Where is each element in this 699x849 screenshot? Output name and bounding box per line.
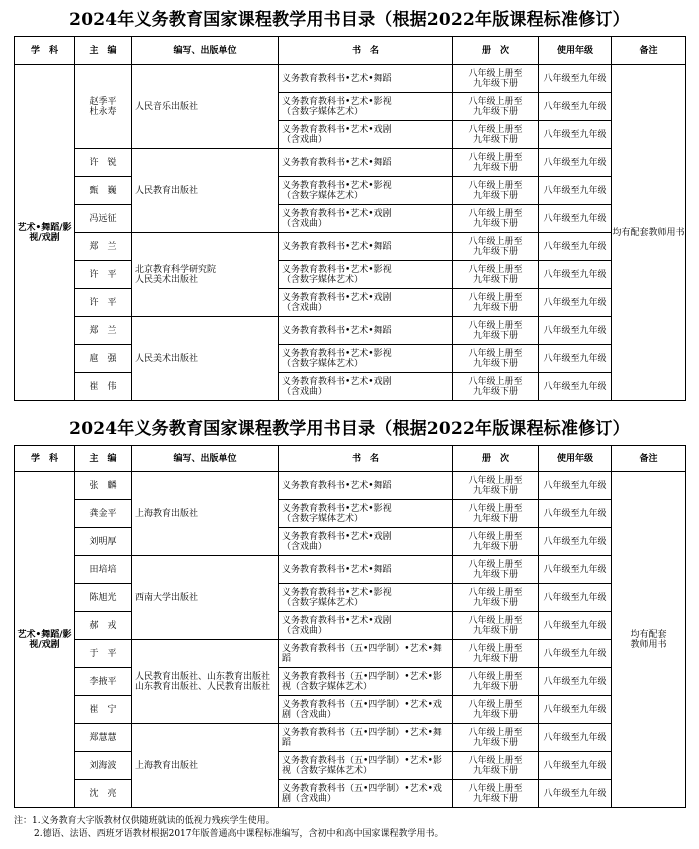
grade-cell: 八年级至九年级 (539, 93, 612, 121)
publisher-cell: 人民教育出版社 (132, 149, 279, 233)
subject-cell: 艺术•舞蹈/影视/戏剧 (15, 65, 75, 401)
publisher-cell: 上海教育出版社 (132, 724, 279, 808)
volume-cell: 八年级上册至 九年级下册 (453, 780, 539, 808)
grade-cell: 八年级至九年级 (539, 317, 612, 345)
subject-cell: 艺术•舞蹈/影视/戏剧 (15, 472, 75, 808)
header-editor: 主 编 (75, 37, 132, 65)
grade-cell: 八年级至九年级 (539, 584, 612, 612)
grade-cell: 八年级至九年级 (539, 668, 612, 696)
header-publisher: 编写、出版单位 (132, 37, 279, 65)
editor-cell: 张 麟 (75, 472, 132, 500)
volume-cell: 八年级上册至 九年级下册 (453, 93, 539, 121)
header-publisher: 编写、出版单位 (132, 446, 279, 472)
catalog-table-1 (14, 36, 686, 401)
table-row (15, 612, 686, 640)
note-cell: 均有配套 教师用书 (612, 472, 686, 808)
publisher-cell: 西南大学出版社 (132, 556, 279, 640)
book-title-cell: 义务教育教科书•艺术•影视 （含数字媒体艺术） (279, 584, 453, 612)
table-row (15, 177, 686, 205)
header-subject: 学 科 (15, 37, 75, 65)
catalog-table-2 (14, 445, 686, 808)
header-editor: 主 编 (75, 446, 132, 472)
volume-cell: 八年级上册至 九年级下册 (453, 317, 539, 345)
book-title-cell: 义务教育教科书•艺术•影视 （含数字媒体艺术） (279, 345, 453, 373)
table-row (15, 752, 686, 780)
grade-cell: 八年级至九年级 (539, 373, 612, 401)
book-title-cell: 义务教育教科书•艺术•影视 （含数字媒体艺术） (279, 93, 453, 121)
grade-cell: 八年级至九年级 (539, 233, 612, 261)
volume-cell: 八年级上册至 九年级下册 (453, 640, 539, 668)
book-title-cell: 义务教育教科书•艺术•戏剧 （含戏曲） (279, 121, 453, 149)
volume-cell: 八年级上册至 九年级下册 (453, 121, 539, 149)
book-title-cell: 义务教育教科书•艺术•戏剧 （含戏曲） (279, 205, 453, 233)
header-note: 备注 (612, 446, 686, 472)
volume-cell: 八年级上册至 九年级下册 (453, 668, 539, 696)
volume-cell: 八年级上册至 九年级下册 (453, 612, 539, 640)
grade-cell: 八年级至九年级 (539, 724, 612, 752)
table-row (15, 668, 686, 696)
book-title-cell: 义务教育教科书•艺术•舞蹈 (279, 472, 453, 500)
publisher-cell: 人民美术出版社 (132, 317, 279, 401)
editor-cell: 刘海波 (75, 752, 132, 780)
editor-cell: 扈 强 (75, 345, 132, 373)
publisher-cell: 人民音乐出版社 (132, 65, 279, 149)
footnote-1: 注：1.义务教育大字版教材仅供随班就读的低视力残疾学生使用。 (14, 816, 275, 826)
table-row (15, 640, 686, 668)
header-subject: 学 科 (15, 446, 75, 472)
grade-cell: 八年级至九年级 (539, 528, 612, 556)
table-row (15, 65, 686, 93)
header-note: 备注 (612, 37, 686, 65)
editor-cell: 龚金平 (75, 500, 132, 528)
grade-cell: 八年级至九年级 (539, 65, 612, 93)
editor-cell: 陈旭光 (75, 584, 132, 612)
editor-cell: 崔 宁 (75, 696, 132, 724)
footnote-2: 2.德语、法语、西班牙语教材根据2017年版普通高中课程标准编写，含初中和高中国家课程教学用书。 (34, 829, 444, 839)
volume-cell: 八年级上册至 九年级下册 (453, 177, 539, 205)
page-title-2: 2024年义务教育国家课程教学用书目录（根据2022年版课程标准修订） (69, 419, 630, 439)
page-title-1: 2024年义务教育国家课程教学用书目录（根据2022年版课程标准修订） (69, 10, 630, 30)
grade-cell: 八年级至九年级 (539, 752, 612, 780)
book-title-cell: 义务教育教科书•艺术•戏剧 （含戏曲） (279, 373, 453, 401)
editor-cell: 于 平 (75, 640, 132, 668)
volume-cell: 八年级上册至 九年级下册 (453, 752, 539, 780)
editor-cell: 许 平 (75, 289, 132, 317)
grade-cell: 八年级至九年级 (539, 780, 612, 808)
editor-cell: 郑 兰 (75, 317, 132, 345)
book-title-cell: 义务教育教科书•艺术•戏剧 （含戏曲） (279, 528, 453, 556)
volume-cell: 八年级上册至 九年级下册 (453, 528, 539, 556)
table-row (15, 780, 686, 808)
volume-cell: 八年级上册至 九年级下册 (453, 233, 539, 261)
editor-cell: 刘明厚 (75, 528, 132, 556)
editor-cell: 许 平 (75, 261, 132, 289)
book-title-cell: 义务教育教科书•艺术•舞蹈 (279, 65, 453, 93)
editor-cell: 许 锐 (75, 149, 132, 177)
publisher-cell: 上海教育出版社 (132, 472, 279, 556)
grade-cell: 八年级至九年级 (539, 149, 612, 177)
editor-cell: 李掖平 (75, 668, 132, 696)
grade-cell: 八年级至九年级 (539, 121, 612, 149)
book-title-cell: 义务教育教科书•艺术•舞蹈 (279, 317, 453, 345)
table-row (15, 233, 686, 261)
volume-cell: 八年级上册至 九年级下册 (453, 65, 539, 93)
volume-cell: 八年级上册至 九年级下册 (453, 149, 539, 177)
book-title-cell: 义务教育教科书（五•四学制）•艺术•影 视（含数字媒体艺术） (279, 752, 453, 780)
table-row (15, 472, 686, 500)
editor-cell: 沈 亮 (75, 780, 132, 808)
header-grade: 使用年级 (539, 37, 612, 65)
volume-cell: 八年级上册至 九年级下册 (453, 556, 539, 584)
editor-cell: 崔 伟 (75, 373, 132, 401)
table-row (15, 696, 686, 724)
volume-cell: 八年级上册至 九年级下册 (453, 205, 539, 233)
header-book: 书 名 (279, 446, 453, 472)
book-title-cell: 义务教育教科书•艺术•舞蹈 (279, 149, 453, 177)
grade-cell: 八年级至九年级 (539, 345, 612, 373)
header-book: 书 名 (279, 37, 453, 65)
editor-cell: 郑 兰 (75, 233, 132, 261)
publisher-cell: 人民教育出版社、山东教育出版社 山东教育出版社、人民教育出版社 (132, 640, 279, 724)
book-title-cell: 义务教育教科书•艺术•戏剧 （含戏曲） (279, 289, 453, 317)
note-cell: 均有配套教师用书 (612, 65, 686, 401)
book-title-cell: 义务教育教科书•艺术•舞蹈 (279, 233, 453, 261)
header-volume: 册 次 (453, 37, 539, 65)
footnotes (14, 815, 694, 841)
grade-cell: 八年级至九年级 (539, 500, 612, 528)
table-row (15, 584, 686, 612)
grade-cell: 八年级至九年级 (539, 177, 612, 205)
editor-cell: 甄 巍 (75, 177, 132, 205)
book-title-cell: 义务教育教科书•艺术•戏剧 （含戏曲） (279, 612, 453, 640)
editor-cell: 田培培 (75, 556, 132, 584)
book-title-cell: 义务教育教科书（五•四学制）•艺术•戏 剧（含戏曲） (279, 696, 453, 724)
table-row (15, 317, 686, 345)
table-row (15, 528, 686, 556)
table-row (15, 373, 686, 401)
table-row (15, 149, 686, 177)
volume-cell: 八年级上册至 九年级下册 (453, 373, 539, 401)
grade-cell: 八年级至九年级 (539, 205, 612, 233)
grade-cell: 八年级至九年级 (539, 640, 612, 668)
header-row (15, 446, 686, 472)
book-title-cell: 义务教育教科书（五•四学制）•艺术•影 视（含数字媒体艺术） (279, 668, 453, 696)
table-row (15, 500, 686, 528)
volume-cell: 八年级上册至 九年级下册 (453, 500, 539, 528)
header-volume: 册 次 (453, 446, 539, 472)
header-row (15, 37, 686, 65)
book-title-cell: 义务教育教科书•艺术•影视 （含数字媒体艺术） (279, 177, 453, 205)
volume-cell: 八年级上册至 九年级下册 (453, 289, 539, 317)
header-grade: 使用年级 (539, 446, 612, 472)
grade-cell: 八年级至九年级 (539, 612, 612, 640)
grade-cell: 八年级至九年级 (539, 261, 612, 289)
editor-cell: 郑慧慧 (75, 724, 132, 752)
editor-cell: 赵季平 杜永寿 (75, 65, 132, 149)
volume-cell: 八年级上册至 九年级下册 (453, 261, 539, 289)
book-title-cell: 义务教育教科书•艺术•舞蹈 (279, 556, 453, 584)
table-row (15, 556, 686, 584)
table-row (15, 261, 686, 289)
grade-cell: 八年级至九年级 (539, 472, 612, 500)
volume-cell: 八年级上册至 九年级下册 (453, 584, 539, 612)
book-title-cell: 义务教育教科书（五•四学制）•艺术•舞 蹈 (279, 640, 453, 668)
grade-cell: 八年级至九年级 (539, 289, 612, 317)
table-row (15, 289, 686, 317)
book-title-cell: 义务教育教科书（五•四学制）•艺术•戏 剧（含戏曲） (279, 780, 453, 808)
table-row (15, 205, 686, 233)
grade-cell: 八年级至九年级 (539, 696, 612, 724)
editor-cell: 郝 戎 (75, 612, 132, 640)
volume-cell: 八年级上册至 九年级下册 (453, 345, 539, 373)
table-row (15, 724, 686, 752)
book-title-cell: 义务教育教科书•艺术•影视 （含数字媒体艺术） (279, 261, 453, 289)
publisher-cell: 北京教育科学研究院 人民美术出版社 (132, 233, 279, 317)
grade-cell: 八年级至九年级 (539, 556, 612, 584)
book-title-cell: 义务教育教科书（五•四学制）•艺术•舞 蹈 (279, 724, 453, 752)
editor-cell: 冯远征 (75, 205, 132, 233)
book-title-cell: 义务教育教科书•艺术•影视 （含数字媒体艺术） (279, 500, 453, 528)
volume-cell: 八年级上册至 九年级下册 (453, 696, 539, 724)
volume-cell: 八年级上册至 九年级下册 (453, 724, 539, 752)
volume-cell: 八年级上册至 九年级下册 (453, 472, 539, 500)
table-row (15, 345, 686, 373)
